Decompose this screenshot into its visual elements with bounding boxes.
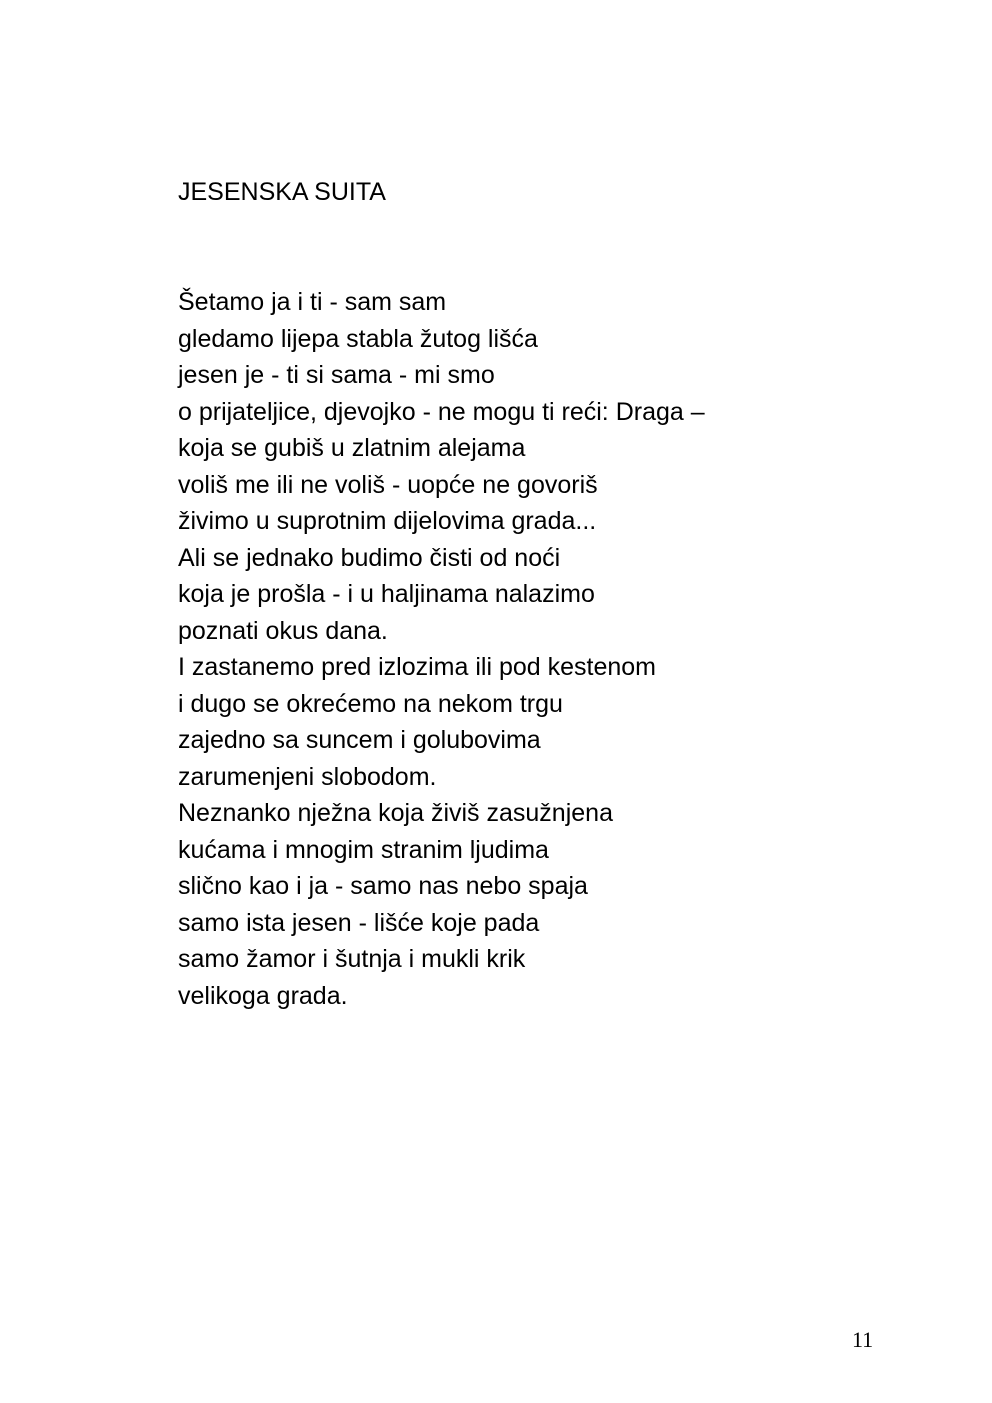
poem-line: Šetamo ja i ti - sam sam	[178, 288, 447, 316]
poem-line: slično kao i ja - samo nas nebo spaja	[178, 872, 588, 900]
poem-line: jesen je - ti si sama - mi smo	[178, 361, 495, 389]
poem-line: živimo u suprotnim dijelovima grada...	[178, 507, 597, 535]
poem-line: koja se gubiš u zlatnim alejama	[178, 434, 526, 462]
poem-line: koja je prošla - i u haljinama nalazimo	[178, 580, 595, 608]
page-number: 11	[852, 1327, 874, 1352]
poem-line: velikoga grada.	[178, 981, 348, 1010]
poem-line: I zastanemo pred izlozima ili pod kestenom	[178, 653, 657, 681]
poem-line: poznati okus dana.	[178, 616, 388, 645]
poem-line: zajedno sa suncem i golubovima	[178, 726, 541, 754]
poem-line: i dugo se okrećemo na nekom trgu	[178, 689, 563, 718]
poem-line: zarumenjeni slobodom.	[178, 762, 437, 791]
poem-line: kućama i mnogim stranim ljudima	[178, 835, 549, 864]
poem-line: o prijateljice, djevojko - ne mogu ti reći: Draga –	[178, 397, 705, 426]
poem-line: samo žamor i šutnja i mukli krik	[178, 945, 526, 973]
poem-line: Ali se jednako budimo čisti od noći	[178, 543, 561, 572]
poem-title: JESENSKA SUITA	[178, 178, 386, 206]
poem-line: gledamo lijepa stabla žutog lišća	[178, 324, 538, 353]
poem-line: samo ista jesen - lišće koje pada	[178, 908, 540, 937]
poem-line: voliš me ili ne voliš - uopće ne govoriš	[178, 470, 598, 499]
poem-line: Neznanko nježna koja živiš zasužnjena	[178, 799, 613, 827]
poem-body	[178, 284, 705, 1014]
